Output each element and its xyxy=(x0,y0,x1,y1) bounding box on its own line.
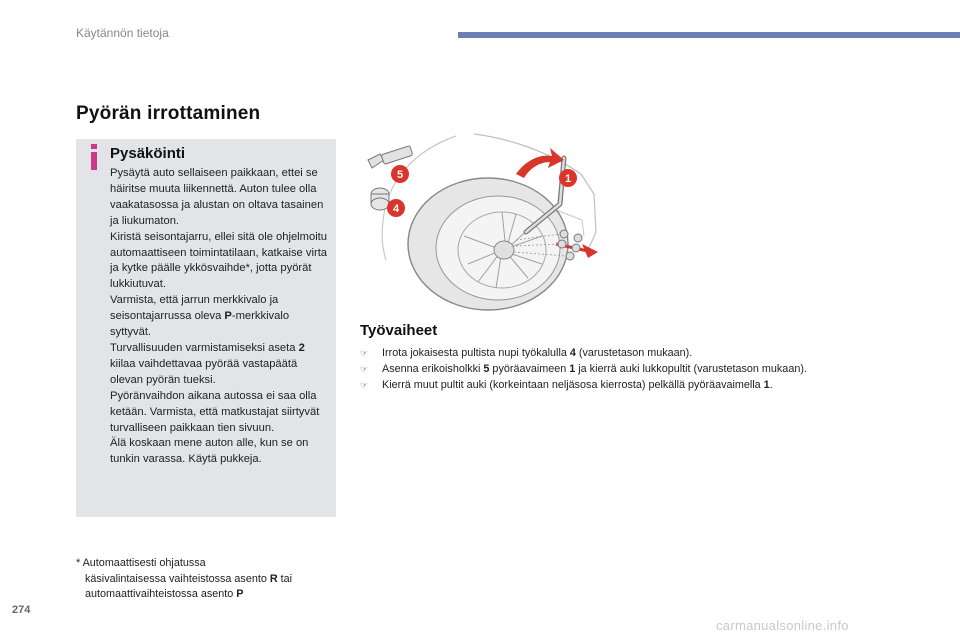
footnote-line: * Automaattisesti ohjatussa xyxy=(76,557,206,569)
footnote xyxy=(76,556,336,603)
text: tai xyxy=(277,572,293,585)
list-item xyxy=(360,345,950,361)
finger-pointer-icon: ☞ xyxy=(360,380,369,390)
footnote-line xyxy=(76,572,336,588)
info-paragraph: Älä koskaan mene auton alle, kun se on tunkin varassa. Käytä pukkeja. xyxy=(110,437,309,466)
info-paragraph xyxy=(110,341,332,389)
footnote-line xyxy=(76,587,336,603)
info-paragraph: Pysäytä auto sellaiseen paikkaan, ettei se häiritse muuta liikennettä. Auton tulee olla vaakatasossa ja alustan on oltava tasainen ja liukumaton. xyxy=(110,167,324,227)
rotation-arrow xyxy=(516,148,564,178)
locking-bolt-socket xyxy=(371,188,389,210)
finger-pointer-icon: ☞ xyxy=(360,364,369,374)
tool-number: 5 xyxy=(483,363,490,375)
info-icon xyxy=(82,143,106,171)
page-number: 274 xyxy=(12,604,31,616)
indicator-letter: P xyxy=(224,310,232,323)
text: Irrota jokaisesta pultista nupi työkalulla xyxy=(382,347,570,359)
chock-count: 2 xyxy=(298,341,305,354)
text: -merkkivalo syttyvät. xyxy=(110,310,290,339)
text: . xyxy=(769,379,773,391)
steps-list xyxy=(360,345,950,393)
callout-label: 4 xyxy=(392,203,400,215)
info-box-text xyxy=(110,166,332,468)
nut-removal-tool xyxy=(368,146,413,168)
gear-letter: P xyxy=(236,588,244,600)
header-accent-bar xyxy=(458,32,960,38)
text: automaattivaihteistossa asento xyxy=(85,588,237,600)
text: ja kierrä auki lukkopultit (varustetason mukaan). xyxy=(575,363,807,375)
callout-label: 1 xyxy=(564,173,572,185)
tool-number: 1 xyxy=(763,379,770,391)
finger-pointer-icon: ☞ xyxy=(360,348,369,358)
tool-number: 1 xyxy=(569,363,576,375)
hub xyxy=(494,241,514,259)
gear-letter: R xyxy=(269,572,278,585)
section-title: Pyörän irrottaminen xyxy=(76,103,261,124)
list-item xyxy=(360,361,950,377)
text: (varustetason mukaan). xyxy=(575,347,693,359)
callout-5 xyxy=(387,199,405,217)
text: kiilaa vaihdettavaa pyörää vastapäätä olevan pyörän tueksi. xyxy=(110,357,298,386)
text: käsivalintaisessa vaihteistossa asento xyxy=(85,572,270,585)
watermark: carmanualsonline.info xyxy=(716,618,849,633)
list-item xyxy=(360,377,950,393)
steps-title: Työvaiheet xyxy=(360,322,438,339)
info-paragraph: Pyöränvaihdon aikana autossa ei saa olla ketään. Varmista, että matkustajat siirtyvät turvalliseen paikkaan tien sivuun. xyxy=(110,389,320,434)
text: Varmista, että jarrun merkkivalo ja seisontajarrussa oleva xyxy=(110,294,279,323)
text: Asenna erikoisholkki xyxy=(382,363,484,375)
info-paragraph xyxy=(110,293,332,341)
text: Kierrä muut pultit auki (korkeintaan neljäsosa kierrosta) pelkällä pyöräavaimella xyxy=(382,379,764,391)
callout-label: 5 xyxy=(396,169,404,181)
wheel-removal-illustration xyxy=(356,132,600,312)
callout-1 xyxy=(559,169,577,187)
info-box-title: Pysäköinti xyxy=(110,145,186,162)
chapter-title: Käytännön tietoja xyxy=(76,26,169,40)
info-paragraph: Kiristä seisontajarru, ellei sitä ole ohjelmoitu automaattiseen toimintatilaan, katkaise virta ja kytke päälle ykkösvaihde*, jotta pyörät lukkiutuvat. xyxy=(110,230,328,291)
text: pyöräavaimeen xyxy=(489,363,570,375)
tool-number: 4 xyxy=(569,347,576,359)
callout-4 xyxy=(391,165,409,183)
text: Turvallisuuden varmistamiseksi aseta xyxy=(110,341,299,354)
